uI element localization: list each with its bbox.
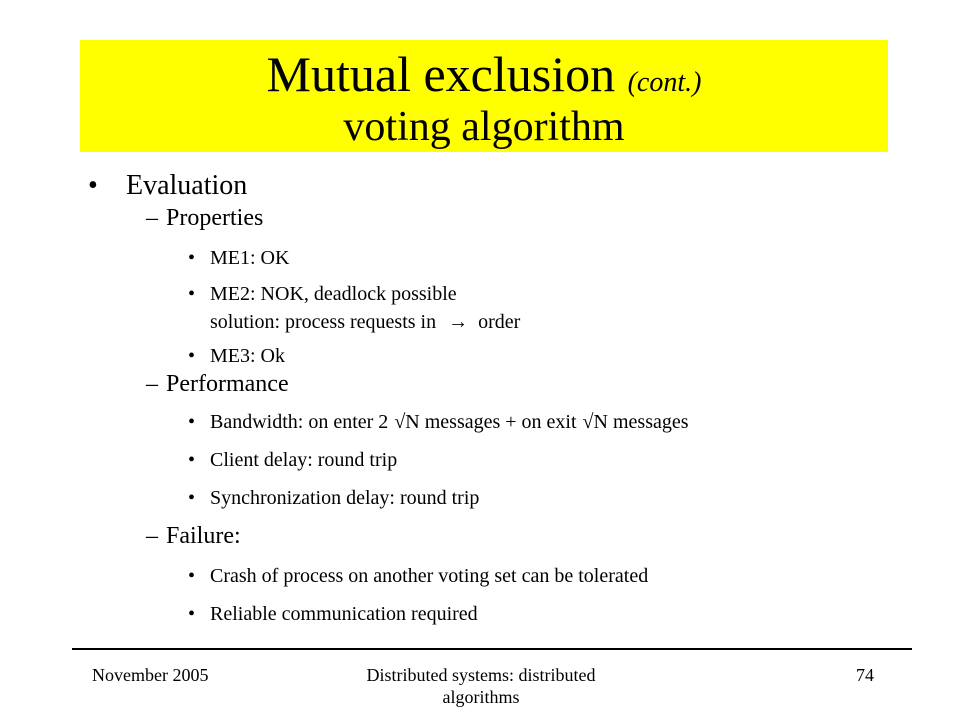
bullet-text: Evaluation — [126, 170, 248, 201]
bullet-marker: • — [188, 603, 196, 625]
item-text: Synchronization delay: round trip — [210, 487, 480, 509]
bandwidth-text-b: N messages + on exit — [405, 411, 577, 433]
solution-text-before: solution: process requests in — [210, 311, 437, 333]
subheading-text: Performance — [166, 371, 289, 397]
solution-line — [210, 310, 520, 334]
footer-course-line2: algorithms — [442, 687, 520, 707]
bullet-marker: • — [188, 565, 196, 587]
slide-subtitle: voting algorithm — [343, 104, 625, 150]
page-number: 74 — [856, 665, 874, 685]
item-text: Reliable communication required — [210, 603, 478, 625]
bullet-marker: • — [188, 411, 196, 433]
bullet-marker: • — [188, 283, 196, 305]
bullet-marker: • — [188, 449, 196, 471]
sqrt-icon: √ — [394, 411, 406, 433]
sqrt-icon: √ — [582, 411, 594, 433]
item-text: Crash of process on another voting set can be tolerated — [210, 565, 649, 587]
dash-marker: – — [146, 205, 158, 231]
bullet-marker: • — [188, 487, 196, 509]
footer-divider — [72, 648, 912, 650]
solution-text-after: order — [478, 311, 521, 333]
slide-title — [80, 46, 888, 111]
item-text: ME2: NOK, deadlock possible — [210, 283, 457, 305]
bullet-marker: • — [188, 345, 196, 367]
bandwidth-text-a: Bandwidth: on enter 2 — [210, 411, 389, 433]
item-text: Client delay: round trip — [210, 449, 398, 471]
item-text: ME3: Ok — [210, 345, 285, 367]
footer-course-line1: Distributed systems: distributed — [366, 665, 596, 685]
bullet-marker: • — [88, 170, 98, 201]
title-main: Mutual exclusion — [266, 46, 616, 102]
bandwidth-text-c: N messages — [593, 411, 689, 433]
footer-course — [316, 664, 646, 708]
title-banner — [80, 40, 888, 152]
title-cont: (cont.) — [627, 67, 702, 98]
dash-marker: – — [146, 523, 158, 549]
footer-date: November 2005 — [92, 665, 209, 685]
item-text — [210, 410, 689, 434]
bullet-marker: • — [188, 247, 196, 269]
arrow-right-icon: → — [448, 311, 469, 333]
subheading-text: Failure: — [166, 523, 241, 549]
item-text: ME1: OK — [210, 247, 290, 269]
subheading-text: Properties — [166, 205, 264, 231]
dash-marker: – — [146, 371, 158, 397]
